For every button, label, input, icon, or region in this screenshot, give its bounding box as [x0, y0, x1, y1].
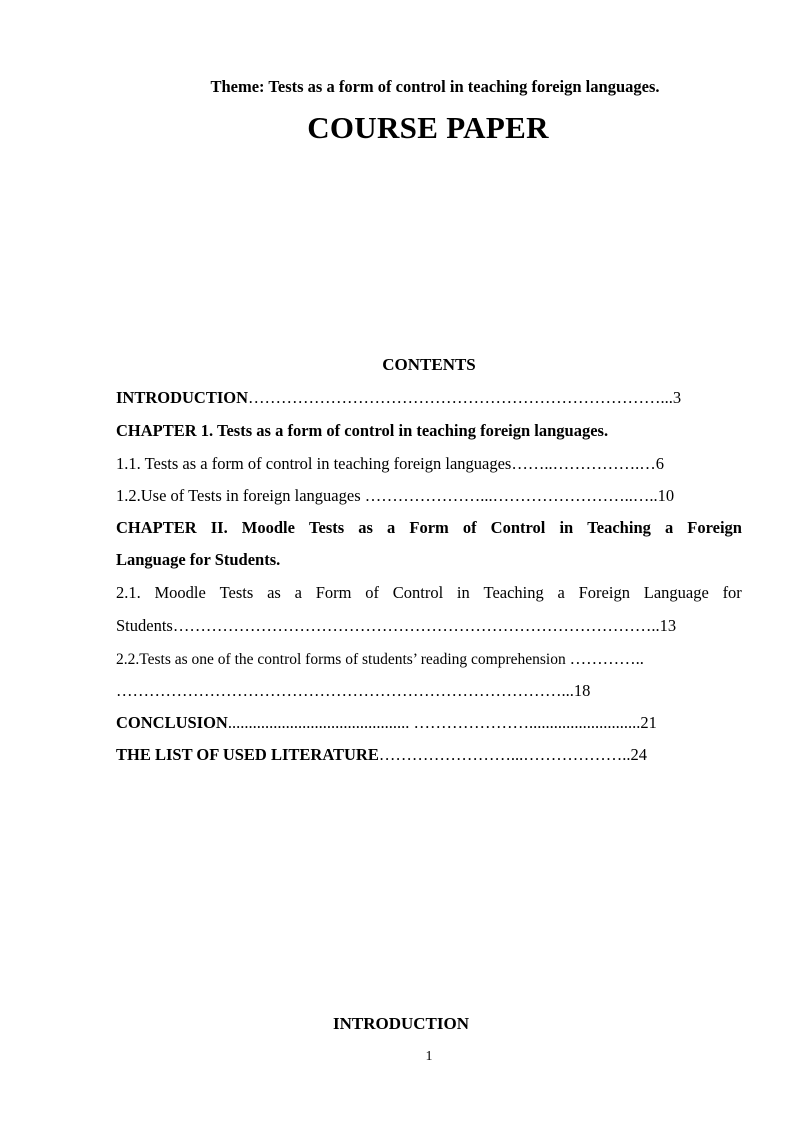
toc-conclusion-label: CONCLUSION [116, 713, 228, 732]
toc-word: Language [643, 583, 709, 602]
toc-word: a [664, 518, 674, 537]
toc-chapter-1[interactable]: CHAPTER 1. Tests as a form of control in teaching foreign languages. [116, 421, 609, 440]
toc-word: Control [490, 518, 546, 537]
toc-word: in [456, 583, 470, 602]
page-title: COURSE PAPER [307, 110, 549, 145]
toc-word: Teaching [483, 583, 544, 602]
contents-heading: CONTENTS [382, 355, 476, 374]
toc-word: in [559, 518, 574, 537]
toc-leader: …………………...……………………..….. [364, 486, 658, 505]
toc-item-1-2[interactable] [116, 486, 742, 506]
toc-word: as [358, 518, 373, 537]
toc-literature[interactable] [116, 745, 742, 765]
toc-word: Tests [309, 518, 345, 537]
toc-leader: …………………………………………………………………………….. [172, 616, 660, 635]
toc-leader: ………….. [569, 649, 644, 668]
toc-leader: ……..…………….… [511, 454, 656, 473]
toc-leader: ……………………...……………….. [378, 745, 631, 764]
toc-item-label: 2.2.Tests as one of the control forms of students’ reading comprehension [116, 651, 570, 668]
toc-leader: …………………………………………………………………... [248, 388, 673, 407]
toc-word: Teaching [587, 518, 651, 537]
toc-word: Form [315, 583, 352, 602]
toc-word: a [557, 583, 565, 602]
toc-item-1-1[interactable] [116, 454, 742, 474]
toc-word: II. [210, 518, 228, 537]
toc-introduction-label: INTRODUCTION [116, 388, 249, 407]
toc-item-2-1[interactable] [116, 583, 742, 603]
toc-item-2-2[interactable] [116, 649, 742, 669]
toc-page-number: 6 [655, 454, 664, 473]
toc-chapter-2-line2[interactable]: Language for Students. [116, 550, 281, 569]
toc-page-number: 10 [657, 486, 675, 505]
toc-word: of [365, 583, 379, 602]
toc-word: for [722, 583, 742, 602]
toc-page-number: 13 [659, 616, 677, 635]
toc-word: Moodle [154, 583, 206, 602]
toc-introduction[interactable] [116, 388, 742, 408]
toc-page-number: 21 [640, 713, 657, 732]
toc-item-2-1-line2[interactable] [116, 616, 742, 636]
toc-word: Moodle [241, 518, 295, 537]
toc-leader: ………………………………………………………………………... [116, 681, 574, 700]
toc-page-number: 18 [573, 681, 591, 700]
toc-word: a [387, 518, 396, 537]
toc-item-2-2-line2[interactable] [116, 681, 742, 701]
toc-word: Control [392, 583, 444, 602]
toc-word: 2.1. [116, 583, 141, 602]
page-number: 1 [425, 1049, 433, 1064]
toc-word: CHAPTER [116, 518, 197, 537]
introduction-heading: INTRODUCTION [332, 1014, 470, 1033]
toc-literature-label: THE LIST OF USED LITERATURE [116, 745, 379, 764]
toc-leader: ............................................ …………………........................... [227, 713, 641, 732]
toc-word: as [267, 583, 281, 602]
toc-item-label: 1.1. Tests as a form of control in teaching foreign languages [116, 454, 512, 473]
toc-word: Foreign [687, 518, 742, 537]
toc-item-label: Students [116, 616, 173, 635]
toc-word: Tests [219, 583, 254, 602]
toc-page-number: 3 [672, 388, 682, 407]
toc-chapter-2[interactable] [116, 518, 742, 538]
toc-word: Foreign [578, 583, 630, 602]
toc-page-number: 24 [630, 745, 647, 764]
toc-word: of [462, 518, 477, 537]
toc-word: a [294, 583, 302, 602]
theme-line: Theme: Tests as a form of control in teaching foreign languages. [210, 77, 660, 96]
toc-word: Form [409, 518, 449, 537]
toc-conclusion[interactable] [116, 713, 742, 733]
toc-item-label: 1.2.Use of Tests in foreign languages [116, 486, 365, 505]
